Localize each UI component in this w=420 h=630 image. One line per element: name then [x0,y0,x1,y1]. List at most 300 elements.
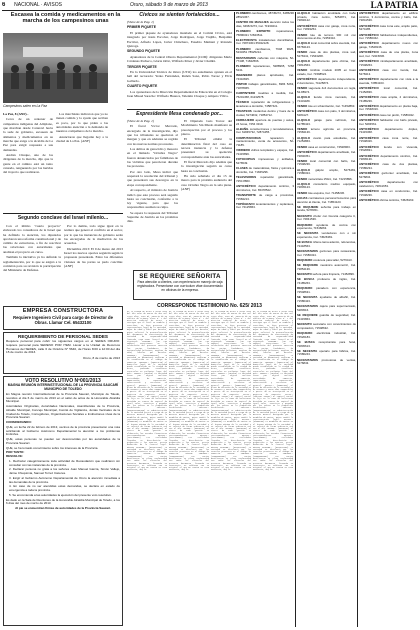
classified-ad-title: NECESITAMOS [297,249,318,254]
classified-ad-text: departamento en edificio céntrico, 3 dormitorios, cocina y baño, Cel. 72841536. [359,12,418,23]
classified-ad-title: ANTICRÉTICO [359,23,379,28]
classified-ad [297,273,356,277]
classified-ad [236,149,294,156]
classified-ad-text: reparaciones, 5288965, 7258 5241. [236,64,294,73]
classified-ad [236,30,294,37]
classified-ad-title: ELECTRICISTA [236,37,257,42]
crowd-photo-icon [3,33,108,103]
classified-ad-text: casa con jardín, 71586432. [379,112,415,117]
ad-requerimiento-personal [3,332,123,374]
classified-ad [297,350,356,357]
expresidente-paragraph: Por otro lado, Mesa indicó que respetará la resolución del tribunal y que presentará sus descargos en la etapa correspondiente. [127,169,178,187]
classified-ad-title: PINTOR [236,82,247,87]
classified-ad-title: VENDO [297,126,308,131]
classified-ad [236,83,294,90]
classified-ad-title: ALQUILO [297,167,311,172]
classified-ad [297,110,356,117]
expresidente-body-col2 [181,119,232,267]
voto-paragraph: Autoridades Originarias, Autoridades Nacionales, Asambleístas de la Provincia, Alcalde Municipal, Concejo Municipal, Comité de Vigilancia, Juntas Vecinales de la Ciudad de Toledo, Corregidores, Organizaciones Sociales e Instituciones vivas de la Provincia Saucarí. [6,404,120,420]
header-rule [2,10,418,11]
ad-empresa-title: EMPRESA CONSTRUCTORA [22,308,104,314]
classified-ad-text: departamento para oficina, Cel. 72814563. [297,59,356,67]
civicos-lead: (Viene de la Pág. 1) [127,20,154,24]
classified-ad-text: habitaciones independientes, Cel. 71586342. [359,32,418,41]
voto-title: VOTO RESOLUTIVO Nº001/2013 [25,378,101,384]
classified-ad-title: ANTICRÉTICO [359,117,379,122]
classified-ad [236,185,294,192]
classified-ad-title: TRANSPORTE [236,192,256,197]
classified-ad [359,155,418,162]
article1-byline: La Paz, 8 (ANF).- [3,112,29,116]
classified-ad [297,34,356,41]
classified-ad [297,259,356,263]
classified-ad [297,169,356,176]
classified-ad [297,137,356,144]
classified-ad [236,12,294,19]
classified-ad-text: casa con patio, 3 dormitorios, 5284127. [297,108,356,117]
voto-resolutivo [3,376,123,626]
classified-ad-title: ANTICRÉTICO [297,149,317,154]
classified-ad-title: ANTICRÉTICO [359,50,379,55]
classified-ad [297,87,356,94]
classified-ad-text: reparación y mantenimiento, venta de accesorios, 52-71185. [236,135,294,148]
classified-ad-title: VENDO [297,50,308,55]
classified-ad [359,199,418,203]
article2-paragraph: Con el último "cuarto proyecto" elaborado los consultores de la Israel que ha definido la atención, los diputados aprobaron una reforma constitucional y de cambio de estructuras, a fin de reactivar las relaciones con autoridades que analizan el proyecto en curso. [3,224,61,254]
civicos-paragraph: El primer piquete de ayunadores instalado en el Comité Cívico, está integrado por Jesús Escobar, Jorge Rodríguez, Jorge Trujillo, Benjamín Escóbar, Alfredo López, Javier Chinchero, Eusebio Mamani y Rolando Quiroga. [127,30,232,48]
classified-ad [359,60,418,67]
classified-ad-text: lote en urbanización, Cel. 71452863. [308,103,356,108]
classified-ad-text: operario para fábrica, Cel. 71586243. [297,348,356,357]
classified-ad-title: ALBAÑIL [236,126,249,131]
classified-ad-title: SE NECESITA [297,231,319,236]
voto-paragraph: 5. Se encomienda a las autoridades la ejecución del presente voto resolutivo. [9,492,112,497]
section-label: NACIONAL · AVISOS [14,2,62,8]
classified-ad-title: VENDO [297,32,308,37]
classified-ad-text: habitación amoblada con baño privado, zona centro, 5254871, Cel. 72840122. [297,12,356,23]
classified-ad-text: vagoneta 4x4 documentos en regla, 52-88974. [297,85,356,94]
classified-ad [236,167,294,174]
classified-ad-title: PLOMERO [236,12,251,15]
classified-ad-text: cuarto para estudiante, Cel. 71254863. [297,135,356,144]
classified-ad-text: minidepartamento amoblado, 71548263. [359,59,418,67]
classified-ad [297,69,356,76]
civicos-title: Cívicos se sienten fortalecidos... [139,12,220,18]
classified-ad-text: planos aprobados, Cel. 74310825. [236,73,294,82]
expresidente-paragraph: El fiscal Mercado dijo además que la investigación seguirá su curso hasta su conclusión. [181,160,232,173]
classified-ad [236,92,294,99]
voto-heading: CONSIDERANDO: [6,420,32,425]
classified-ad [297,96,356,103]
classified-ad-text: trabajos garantizados, 6984 5263, 71878965. [236,82,294,90]
classified-ad-text: señorita para trabajo en tienda, 5278451. [297,204,356,213]
classified-ad-title: INGENIERO [236,73,253,78]
testimonio-col1: En la ciudad de Oruro a horas diez del día ocho de marzo de dos mil trece años, ante mí, Notario de Fe Pública de Primera Clase N° 7 del Distrito Judicial de Oruro, y testigos que al final se nombran y suscriben, se hizo presente el representante legal de la sociedad, mayor de edad y hábil por derecho, quien solicitó la protocolización del documento de constitución de sociedad de responsabilidad limitada, cuyo tenor literal es el siguiente: PRIMERA.- (DE LAS PARTES) Intervienen en la celebración del presente contrato los socios fundadores, de nacionalidad boliviana, mayores de edad, hábiles por derecho. SEGUNDA.- (DENOMINACIÓN) La sociedad se denominará conforme a lo establecido en el Código de Comercio. TERCERA.- (DOMICILIO) El domicilio legal de la sociedad queda establecido en la ciudad de Oruro, pudiendo establecer sucursales en cualquier lugar del país. CUARTA.- (OBJETO) La sociedad tiene por objeto realizar actividades de comercio, importación, exportación, construcción y servicios en general. QUINTA.- (DURACIÓN) El plazo de duración de la sociedad es de noventa y nueve años computables a partir de su inscripción en el Registro de Comercio. SEXTA.- (CAPITAL SOCIAL) El capital social se fija en la suma de bolivianos dividido en cuotas de capital de igual valor, suscritas y pagadas por los socios en la proporción establecida. SÉPTIMA.- (ADMINISTRACIÓN) La administración de la sociedad estará a cargo de un Gerente General designado por la Asamblea de Socios, quien tendrá la representación legal. OCTAVA.- (ASAMBLEA) La Asamblea de Socios es el órgano máximo de la sociedad y se reunirá de forma ordinaria una vez al año. NOVENA.- (BALANCES) Al cierre de cada gestión se elaborarán los estados financieros correspondientes. DÉCIMA.- (UTILIDADES) Las utilidades líquidas se distribuirán en proporción a los aportes, previa deducción de la reserva legal. DÉCIMA PRIMERA.- (DISOLUCIÓN) La sociedad se disolverá por las causales previstas en el Código de Comercio. DÉCIMA SEGUNDA.- (CONFORMIDAD) Los socios manifiestan su plena conformidad con todas las cláusulas del presente documento, firmando en constancia. Es conforme con su original al que me remito en caso necesario, doy fe. [127,311,167,472]
classified-ad [297,305,356,312]
classified-ad-title: REQUIERO [297,330,313,335]
classified-ad-text: cajera para supermercado, 5284516. [297,304,356,312]
ad-senorita-text: Para atención a clientes, con experiencia en manejo de caja registradora. Presentarse con currículum vitae documentado en oficinas de la empresa. [137,280,223,292]
classified-ad-title: ANTICRÉTICO [359,189,379,194]
classified-ad-text: niñera cama adentro, referencias, 72418563. [297,240,356,249]
classified-ad [297,314,356,321]
classified-ad-title: VENDO [297,144,308,149]
classified-ad-title: ANTICRÉTICO [359,171,379,176]
classified-ad-text: vendedores con o sin experiencia, Cel. 74526381. [297,231,356,240]
classified-ad-text: departamento dúplex, 72415368. [359,126,418,135]
classified-column-1 [236,12,294,300]
classified-ad [297,42,356,49]
classified-ad [359,25,418,32]
classified-ad-text: profesora de inglés, Cel. 74185263. [297,277,356,286]
classified-ad-text: mecánico automotriz, Cel. 72854136. [297,263,356,272]
classified-ad-title: DESTAPAMOS [236,55,256,60]
ad-empresa-constructora [3,306,123,330]
voto-paragraph: 2. Declarar persona no grata a los señores Juan Manuel García, Simón Vallejo, Jaime Chuquimia, Samuel Torrez Cáceres. [9,467,120,476]
classified-ad-text: casa en condominio, Cel. 71548236. [359,189,418,197]
classified-ad-text: muebles a medida, Cel. 75201458, 61232578. [236,91,294,99]
article1-paragraph: Los marchistas indicaron que ya no tienen comida y la ayuda que reciben es poca, por lo que piden a las autoridades atención a la demanda de nuestros compañeros de la marcha. [56,112,108,134]
article2-paragraph: Por lo demás, todo sigue igual en la tesitura que generó el conflicto en el sector, por lo que las instancias de gobierno serán las encargadas de la mediación de los acuerdos. [64,224,123,246]
article2-paragraph: También la iniciativa ya ha definido la reglamentación, por lo que se asignó a la comisión para su revisión la participación del Ministerio de Defensa. [3,255,61,273]
classified-ad [297,178,356,182]
expresidente-body-col1 [127,119,178,267]
ad-requerimiento-date: Oruro, 8 de marzo de 2013 [82,355,120,360]
classified-ad-text: cambiamos, 48745272, 6485296 28521367. [236,12,294,19]
classified-ad-title: VENDO [297,176,308,181]
article1-paragraph: Cerca de un centenar de campesinos indígenas del Altiplano, que marchan desde Caranavi hacia la sede de gobierno, escasean de alimentos y medicamentos en su marcha que exige a la alcaldía de La Paz para exigir respuesta a sus demandas. [3,117,53,152]
classified-ad [236,176,294,183]
testimonio-col2: En la ciudad de Oruro a horas diez del día ocho de marzo de dos mil trece años, ante mí, Notario de Fe Pública de Primera Clase N° 7 del Distrito Judicial de Oruro, y testigos que al final se nombran y suscriben, se hizo presente el representante legal de la sociedad, mayor de edad y hábil por derecho, quien solicitó la protocolización del documento de constitución de sociedad de responsabilidad limitada, cuyo tenor literal es el siguiente: PRIMERA.- (DE LAS PARTES) Intervienen en la celebración del presente contrato los socios fundadores, de nacionalidad boliviana, mayores de edad, hábiles por derecho. SEGUNDA.- (DENOMINACIÓN) La sociedad se denominará conforme a lo establecido en el Código de Comercio. TERCERA.- (DOMICILIO) El domicilio legal de la sociedad queda establecido en la ciudad de Oruro, pudiendo establecer sucursales en cualquier lugar del país. CUARTA.- (OBJETO) La sociedad tiene por objeto realizar actividades de comercio, importación, exportación, construcción y servicios en general. QUINTA.- (DURACIÓN) El plazo de duración de la sociedad es de noventa y nueve años computables a partir de su inscripción en el Registro de Comercio. SEXTA.- (CAPITAL SOCIAL) El capital social se fija en la suma de bolivianos dividido en cuotas de capital de igual valor, suscritas y pagadas por los socios en la proporción establecida. SÉPTIMA.- (ADMINISTRACIÓN) La administración de la sociedad estará a cargo de un Gerente General designado por la Asamblea de Socios, quien tendrá la representación legal. OCTAVA.- (ASAMBLEA) La Asamblea de Socios es el órgano máximo de la sociedad y se reunirá de forma ordinaria una vez al año. NOVENA.- (BALANCES) Al cierre de cada gestión se elaborarán los estados financieros correspondientes. DÉCIMA.- (UTILIDADES) Las utilidades líquidas se distribuirán en proporción a los aportes, previa deducción de la reserva legal. DÉCIMA PRIMERA.- (DISOLUCIÓN) La sociedad se disolverá por las causales previstas en el Código de Comercio. DÉCIMA SEGUNDA.- (CONFORMIDAD) Los socios manifiestan su plena conformidad con todas las cláusulas del presente documento, firmando en constancia. Es conforme con su original al que me remito en caso necesario, doy fe. [169,311,209,472]
photo-caption: Campesinos salen en La Paz [3,104,48,108]
testimonio-col4: En la ciudad de Oruro a horas diez del día ocho de marzo de dos mil trece años, ante mí, Notario de Fe Pública de Primera Clase N° 7 del Distrito Judicial de Oruro, y testigos que al final se nombran y suscriben, se hizo presente el representante legal de la sociedad, mayor de edad y hábil por derecho, quien solicitó la protocolización del documento de constitución de sociedad de responsabilidad limitada, cuyo tenor literal es el siguiente: PRIMERA.- (DE LAS PARTES) Intervienen en la celebración del presente contrato los socios fundadores, de nacionalidad boliviana, mayores de edad, hábiles por derecho. SEGUNDA.- (DENOMINACIÓN) La sociedad se denominará conforme a lo establecido en el Código de Comercio. TERCERA.- (DOMICILIO) El domicilio legal de la sociedad queda establecido en la ciudad de Oruro, pudiendo establecer sucursales en cualquier lugar del país. CUARTA.- (OBJETO) La sociedad tiene por objeto realizar actividades de comercio, importación, exportación, construcción y servicios en general. QUINTA.- (DURACIÓN) El plazo de duración de la sociedad es de noventa y nueve años computables a partir de su inscripción en el Registro de Comercio. SEXTA.- (CAPITAL SOCIAL) El capital social se fija en la suma de bolivianos dividido en cuotas de capital de igual valor, suscritas y pagadas por los socios en la proporción establecida. SÉPTIMA.- (ADMINISTRACIÓN) La administración de la sociedad estará a cargo de un Gerente General designado por la Asamblea de Socios, quien tendrá la representación legal. OCTAVA.- (ASAMBLEA) La Asamblea de Socios es el órgano máximo de la sociedad y se reunirá de forma ordinaria una vez al año. NOVENA.- (BALANCES) Al cierre de cada gestión se elaborarán los estados financieros correspondientes. DÉCIMA.- (UTILIDADES) Las utilidades líquidas se distribuirán en proporción a los aportes, previa deducción de la reserva legal. DÉCIMA PRIMERA.- (DISOLUCIÓN) La sociedad se disolverá por las causales previstas en el Código de Comercio. DÉCIMA SEGUNDA.- (CONFORMIDAD) Los socios manifiestan su plena conformidad con todas las cláusulas del presente documento, firmando en constancia. Es conforme con su original al que me remito en caso necesario, doy fe. [253,311,293,472]
classified-ad [236,203,294,210]
classified-column-2 [297,12,356,627]
civicos-paragraph: Ayunadores de la Central Obrera Departamental (COD): dirigentes Mario Cárdenas Pacheco, Gloria Ortíz, Wilfredo Pérez y Javier Chambi. [127,54,232,64]
classified-ad [359,51,418,58]
classified-ad-text: casa zona norte, Cel. 71548326. [359,135,418,144]
classified-ad-title: CLASES [236,166,248,171]
expresidente-paragraph: El fiscal Víctor Mercado, encargado de la investigación, dijo que los tribunales se quedaron al margen y que en adelante se regirán con las nuevas normas procesales. [127,124,178,146]
article2-body-col2 [64,224,123,304]
classified-ad [297,278,356,285]
article1-photo [3,33,108,103]
classified-ad-text: galpón amplio, 5276481, 71586324. [297,167,356,176]
civicos-heading: PRIMER PIQUETE [127,25,157,30]
voto-closing: Es dado en la Sala de Reuniones de la Honorable Alcaldía Municipal de Toledo, a los 6 días del mes de marzo de 2013. [6,497,120,506]
classified-ad-title: PLOMERO [236,46,251,51]
classified-ad [297,250,356,257]
classified-ad [297,197,356,204]
classified-ad-title: ANTICRÉTICO [236,183,256,188]
civicos-paragraph: Los ayunadores de la Dirección Departamental de Educación en el Colegio Juan Misael Saracho: Wilfredo Huanca, Valentín Choque y Amparo Villca. [127,89,232,98]
classified-ad-title: ANTICRÉTICO [359,135,379,140]
classified-ad-title: ANTICRÉTICO [359,112,379,117]
article1-body-col2 [56,112,108,212]
classified-ad-text: cambiamos, 7648 9625, 5233451 78925214. [236,46,294,55]
classified-ad-text: casa de dos plantas, zona sud, 5276341, 71543268. [297,50,356,59]
classified-ad-title: TOPÓGRAFO [236,201,255,206]
classified-ad-title: FOTOCOPIAS [236,157,256,162]
classified-ad-title: ANTICRÉTICO [359,144,379,149]
classified-ad-title: ANTICRÉTICO [359,198,379,203]
classified-ad-title: SE BUSCA [297,339,315,344]
ad-requerimiento-text: Requiere personal para cubrir los siguientes cargos en el SEDES ORURO: requiere personal para SERENO POR ITEM. Llevar a la Unidad de Recursos Humanos del SEDES, calle 6 de Octubre N° 5640, de Horas 8:00 a 12:00 del día 15 de marzo de 2013. [6,338,120,355]
classified-ad-title: SE REQUIERE [297,204,319,209]
classified-ad-title: ANTICRÉTICO [359,162,379,167]
voto-footer: Al pie se encuentran firmas de autoridades de la Provincia Saucarí. [15,506,111,511]
article2-title: Segundo conclave del Israel milenio... [17,215,109,221]
ad-requerimiento-title: REQUERIMIENTO DE PERSONAL SEDES [18,333,108,339]
classified-ad-text: de carga a provincias, 71584213. [236,192,294,201]
classified-ad-title: PLOMERO EXPERTO [236,28,271,33]
classified-ad-title: ANTICRÉTICO [359,180,379,185]
classified-ad [359,96,418,103]
classified-ad-text: consultorio médico equipado, 72845123. [297,181,356,190]
voto-subtitle: MAGNA REUNIÓN INTERINSTITUCIONAL DE LA PROVINCIA SAUCARÍ MUNICIPIO DE TOLEDO [7,383,119,391]
classified-ad [297,296,356,303]
classified-ad [236,194,294,201]
classified-ad-title: ANTICRÉTICO [359,153,379,158]
classified-ad [359,119,418,126]
classified-ad [297,128,356,135]
classified-ad-title: SE REQUIERE [297,313,318,318]
article2-paragraph: Diciembre 2013: El 9 de marzo del 2013 Israel los nuevos aportes seguirán según la propuesta presentada. Entre las diferentes visiones de las partes se pudo conciliar. (ANF) [64,246,123,268]
voto-heading: POR TANTO: [6,450,25,455]
expresidente-paragraph: Al respecto, el ministro de Justicia indicó que este proceso será seguido hasta su conclusión, conforme a la ley vigente, para que los responsables asuman su culpa. [127,188,178,210]
classified-ad [236,48,294,55]
classified-ad [236,65,294,72]
civicos-heading: SEGUNDO PIQUETE [127,49,160,54]
classified-ad-text: casa en construcción, 74528963. [308,144,351,149]
classified-ad [297,60,356,67]
classified-ad-title: ANTICRÉTICO [359,41,379,46]
classified-ad-title: VENDO [297,85,308,90]
classified-ad-text: costurera para taller, 5276413. [313,258,353,263]
classified-ad [359,128,418,135]
classified-ad [236,57,294,64]
classified-ad [236,39,294,46]
classified-ad-text: ayudante de cocina con experiencia, 71548263. [297,222,356,231]
classified-ad-title: AGUAS [297,195,308,200]
classified-ad-text: guardia de seguridad, Cel. 72415863. [297,313,356,321]
classified-ad-text: mudanzas dentro y fuera de la ciudad, 5274632, 71854712. [236,108,294,117]
classified-ad [236,110,294,117]
classified-ad [297,151,356,158]
voto-paragraph: 3. Exigir al Gobierno Autónomo Departamental de Oruro la atención inmediata a las demandas de la provincia. [9,475,120,484]
classified-ad [236,21,294,28]
classified-ad-text: departamento independiente, 2 dormitorios, 74125874. [297,77,356,85]
classified-ad-title: PLOMERO [236,64,251,69]
classified-ad-text: construcciones y remodelaciones, Cel. 61845732, 72874455. [236,126,294,135]
classified-ad [359,34,418,41]
classified-ad-text: ayudante de albañil, Cel. 71586423. [297,295,356,303]
classified-ad-title: REQUIERO [297,286,313,291]
classified-ad-text: local comercial con baño, Cel. 71548236. [297,158,356,167]
classified-ad [297,287,356,294]
article1-paragraph: Andrés Chuque, uno de los dirigentes de la marcha, dijo que la gente en el camino está un tanto cansada, rengueando por las heridas del trayecto que realizaron. [3,153,53,175]
classified-ad-text: garzonier amoblado, Cel. 5276834. [359,171,418,180]
classified-ad [236,158,294,165]
classified-ad-text: departamento céntrico, 3 dormitorios, Cel. 65478522. [236,183,294,192]
classified-ad-text: local comercial sobre avenida, Cel. 65784123. [297,41,356,50]
classified-ad-title: SE REQUIERE [297,263,319,268]
classified-ad [297,264,356,271]
classified-ad-title: ALQUILO [297,41,311,46]
voto-paragraph: En Magna reunión Interinstitucional de la Provincia Saucarí, Municipio de Toledo, reunidos el día 6 de marzo de 2013 en el salón de actos de la Honorable Alcaldía Municipal. [6,391,120,404]
article1-title: Escasea la comida y medicamentos en la marcha de los campesinos unas [10,12,121,25]
classified-ad-title: ALQUILO [297,181,311,186]
classified-ad-title: ANTICRÉTICO [359,32,379,37]
classified-ad [359,105,418,112]
classified-ad [297,192,356,196]
classified-ad-text: casa zona este, amplio patio, 5274185. [359,23,418,32]
classified-ad-text: departamento céntrico, Cel. 72845136. [359,153,418,162]
classified-ad-title: CARPINTERO [236,91,256,96]
classified-ad-text: panadero con experiencia, 72548631. [297,286,356,295]
classified-ad [297,146,356,150]
classified-ad-title: SE BUSCA [297,277,315,282]
classified-ad-text: señora para limpieza, 71452896. [312,272,355,277]
classified-ad [297,323,356,330]
classified-ad-title: TRASTEOS [236,108,252,113]
classified-ad-text: instalaciones domiciliarias, Cel. 72874301 65432128. [236,37,294,46]
article1-paragraph: Anunciaron que llegarán hoy a la ciudad de La Paz. (ANF) [56,134,108,143]
expresidente-paragraph: Ha sido señalado el día 15 de marzo para la próxima audiencia del caso Octubre Negro en la sala plena. (ANF) [181,174,232,192]
classified-ad [236,128,294,135]
classified-ad-text: motocicleta 150cc, Cel. 74215896. [308,176,353,181]
classified-ad [297,206,356,213]
classified-ad [359,42,418,49]
classified-ad-title: VENDO [297,103,308,108]
voto-paragraph: QUE, se ha tomado conocimiento sobre los intereses de la Provincia. [6,445,99,450]
voto-paragraph: 4. En caso de no ser atendidas estas demandas, se declara en estado de emergencia a toda la provincia. [9,484,120,493]
classified-ad-title: TÉCNICO [236,100,250,105]
classified-ad-title: ANTICRÉTICO [359,68,379,73]
classified-ad [297,105,356,109]
classified-ad-title: NECESITO [297,213,312,218]
classified-ad-text: casa con tienda, Cel. 5278413. [359,68,418,76]
classified-ad-text: departamento con calefacción, 72841653. [359,180,418,188]
classified-ad-text: recepcionista para hotel, 72845613. [297,339,356,348]
classified-ad-title: ANTICRÉTICO [297,23,317,28]
classified-ad-title: SE BUSCA [297,240,312,245]
classified-ad-title: TELEVISORES [236,175,257,180]
classified-ad-text: electricista industrial, Cel. 74526183. [297,330,356,339]
ad-se-requiere-senorita [133,270,227,300]
classified-ad-title: REQUIERO [297,258,313,263]
classified-ad-title: ANTICRÉTICO [359,103,379,108]
classified-column-3 [359,12,418,627]
ad-empresa-text: Requiere Ingeniero Civil para cargo de Director de Obras. Llamar Cel. 65432100 [13,315,113,325]
classified-ad-text: reparaciones, 75896321 72843511. [236,28,294,37]
classified-ad [297,51,356,58]
masthead: LA PATRIA [370,0,418,10]
classified-ad-title: ANTICRÉTICO [297,77,317,82]
classified-ad [359,114,418,118]
classified-ad-text: reparación de refrigeradores y lavadoras a domicilio, 74587421. [236,100,294,108]
classified-ad [236,74,294,81]
classified-ad-title: CERRAJERO [236,117,255,122]
classified-ad-text: contratamos personal femenino para atención al cliente, Cel. 71854123. [297,195,356,204]
classified-ad-title: ALQUILO [297,59,311,64]
classified-ad-title: ANTICRÉTICO [359,59,379,64]
classified-ad [297,183,356,190]
classified-ad [297,224,356,231]
classified-ad-title: NECESITO [297,322,312,327]
expresidente-paragraph: El Tribunal emitió la determinación final del caso en tercera instancia y la defensa presentará su apelación correspondiente ante las autoridades. [181,137,232,159]
classified-ad-text: casa amplia, 4 dormitorios, 74185236. [359,94,418,103]
classified-ad [359,181,418,188]
classified-ad [297,78,356,85]
classified-ad [236,137,294,148]
voto-heading: RESUELVE: [6,454,23,459]
classified-ad [359,87,418,94]
classified-ad-text: apertura de puertas y autos, 24 horas, 7254 3319. [236,117,294,126]
classified-ad-title: ALQUILO [297,135,311,140]
classified-ad-text: minibús modelo 2005 en buen estado, Cel. 71598524. [297,68,356,76]
expresidente-paragraph: El Diputado Luis Torrez del Movimiento Sin Miedo manifestó su preocupación por el proceso y los plazos. [181,119,232,136]
article1-body-col1 [3,112,53,212]
classified-ad-text: atención todos los días, 6498-5273, Cel. 71930211. [236,19,294,28]
classified-ad-title: CENTRO DE MASAJES [236,19,269,24]
classified-ad-text: garzones para restaurante, Cel. 71586324. [297,249,356,257]
classified-ad-title: SE NECESITA [297,295,318,300]
classified-ad-title: ALQUILO [297,117,311,122]
classified-ad-text: local comercial, Cel. 71452836. [359,85,418,94]
classified-ad-text: habitación con baño privado, Cel. 5284561. [359,117,418,126]
voto-paragraph: QUE, estas personas no pueden ser desconocidas por las autoridades de la Provincia Saucarí. [6,437,120,445]
classified-ad-text: garaje para vehículo, Cel. 61785423. [297,117,356,126]
classified-ad-title: VENDO [297,190,308,195]
classified-ad-title: VENDO [297,68,308,73]
classified-ad [359,163,418,170]
classified-ad-text: oficina céntrica, 74528163. [379,198,415,203]
testimonio-title: CORRESPONDE TESTIMONIO No. 625/ 2013 [157,303,262,309]
expresidente-title: Expresidente Mesa condenado por... [136,111,223,117]
classified-ad-text: vidrios templados y espejos, Cel. 72415896. [236,148,294,156]
classified-ad [359,146,418,153]
classified-ad-text: cañerías con máquina, 52-77438, 71842566. [236,55,294,64]
classified-ad-text: reparación garantizada, 7254 8863. [236,175,294,183]
classified-ad-title: ANTICRÉTICO [297,108,317,113]
classified-ad-text: de matemáticas, física y química a domicilio, Cel. 71845296. [236,166,294,174]
classified-ad-text: departamento nuevo con garaje, 74528136. [359,41,418,50]
classified-ad-text: tienda con vivienda, 74526831. [359,144,418,153]
classified-ad-text: impresiones y anillados, 5276549. [236,157,294,165]
classified-ad [297,241,356,248]
classified-ad-title: NECESITAMOS [297,304,318,309]
classified-ad-title: ANTICRÉTICO [359,12,379,15]
classified-ad [297,12,356,23]
classified-ad-title: VIDRIERO [236,148,250,153]
classified-ad-title: COMPUTADORAS [236,135,261,140]
classified-ad [359,12,418,23]
classified-ad-text: casa de dos plantas, 71586234. [359,162,418,171]
voto-paragraph: QUE, en fecha 22 de febrero de 2013, vecinos de la provincia presentaron una nota solicitando al Gobierno Autónomo Departamental la atención a los problemas limítrofes. [6,424,120,437]
classified-ad [297,359,356,366]
classified-ad-text: departamento en planta baja, Cel. 72548316. [359,103,418,112]
classified-ad-text: terreno agrícola en provincia, 72584136. [297,126,356,135]
classified-ad-title: ALQUILO [297,94,311,99]
classified-ad-text: promotoras de ventas, 5276843. [297,357,356,366]
classified-ad [236,101,294,108]
civicos-body [127,20,232,108]
classified-ad-text: tienda zona mercado, Cel. 72431189. [297,94,356,103]
article2-body-col1 [3,224,61,304]
classified-ad [297,332,356,339]
classified-ad [359,78,418,85]
